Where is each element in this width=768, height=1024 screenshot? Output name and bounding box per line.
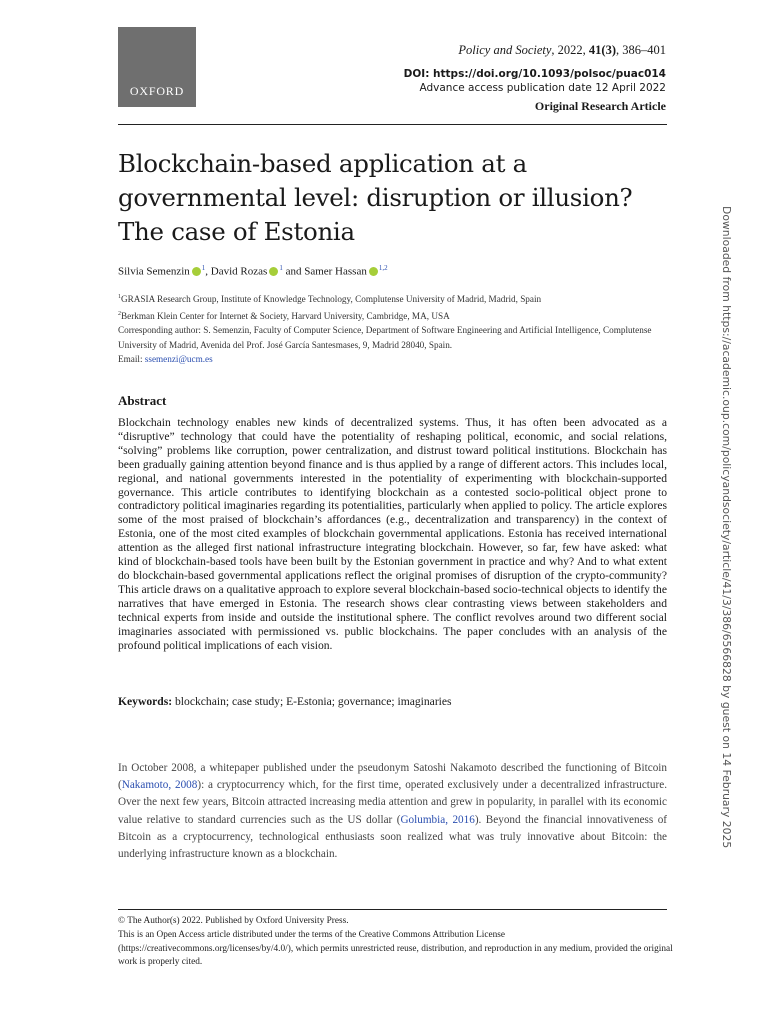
keywords-label: Keywords:	[118, 695, 173, 708]
orcid-icon[interactable]	[192, 267, 201, 276]
intro-text: ): a cryptocurrency which, for the first time, operated exclusively under a decentralized infrastructure. Over the next few years, Bitcoin attracted increasing media attention and grew in popularity, in parallel with its economic value relative to standard currencies such as the US dollar (	[118, 779, 667, 826]
author-separator: ,	[205, 265, 211, 278]
doi-label: DOI:	[403, 68, 434, 80]
journal-year: , 2022,	[551, 43, 589, 57]
author-name[interactable]: Silvia Semenzin	[118, 265, 190, 278]
orcid-icon[interactable]	[369, 267, 378, 276]
header-divider	[118, 124, 667, 125]
affiliation-text: GRASIA Research Group, Institute of Knowledge Technology, Complutense University of Madrid, Madrid, Spain	[121, 294, 542, 305]
abstract-heading: Abstract	[118, 393, 167, 408]
affiliation-mark: 1	[118, 294, 121, 300]
author-affiliation-mark: 1	[201, 264, 206, 272]
advance-access-date: Advance access publication date 12 April 2022	[419, 82, 666, 94]
article-type: Original Research Article	[534, 99, 666, 113]
license-link-line: (https://creativecommons.org/licenses/by/4.0/), which permits unrestricted reuse, distribution, and reproduction in any medium, provided the original work is properly cited.	[118, 943, 673, 968]
doi-line	[404, 68, 666, 80]
abstract-text: Blockchain technology enables new kinds of decentralized systems. Thus, it has often been advocated as a “disruptive” technology that could have the potentiality of reshaping political, economic, and social relations, “solving” problems like corruption, power centralization, and distrust toward political institutions. Blockchain has been gradually gaining attention beyond finance and is thus applied by a range of different actors. This includes local, regional, and national governments interested in the potentiality of experimenting with blockchain-supported governance. This article contributes to identifying blockchain as a contested socio-political object prone to contradictory political imaginaries regarding its potentialities, particularly when applied to policy. The article explores some of the most praised of blockchain’s affordances (e.g., decentralization and transparency) in the context of Estonia, one of the most cited examples of blockchain governmental applications. Estonia has received international attention as the alleged first national infrastructure integrating blockchain. However, so far, few have asked: what kind of blockchain-based tools have been built by the Estonian government in practice and why? And to what extent do blockchain-based governmental applications reflect the original promises of disruption of the crypto-community? This article draws on a qualitative approach to explore several blockchain-based socio-technical objects to identify the narratives that have emerged in Estonia. The research shows clear contrasting views between stakeholders and technical experts from inside and outside the institutional sphere. The conflict revolves around two different social imaginaries associated with permissioned vs. public blockchains. The paper concludes with an analysis of the profound political implications of each vision.	[118, 416, 667, 652]
author-affiliation-mark: 1,2	[378, 264, 388, 272]
journal-pages: , 386–401	[616, 43, 666, 57]
citation-link[interactable]: Nakamoto, 2008	[121, 779, 198, 792]
email-line	[118, 352, 678, 367]
affiliations	[118, 290, 678, 367]
license-line: This is an Open Access article distributed under the terms of the Creative Commons Attribution License	[118, 929, 506, 940]
intro-paragraph	[118, 760, 667, 863]
copyright-line: © The Author(s) 2022. Published by Oxford University Press.	[118, 916, 349, 926]
affiliation-2	[118, 307, 678, 324]
oxford-logo	[118, 27, 196, 107]
citation-link[interactable]: Golumbia, 2016	[400, 813, 475, 826]
orcid-icon[interactable]	[269, 267, 278, 276]
intro-text: ). Beyond the financial innovativeness of Bitcoin as a cryptocurrency, technological enthusiasts soon realized what was truly innovative about Bitcoin: the underlying infrastructure known as a blockchain.	[118, 813, 668, 861]
email-label: Email:	[118, 354, 145, 365]
author-affiliation-mark: 1	[279, 264, 283, 272]
author-separator: and	[282, 265, 305, 278]
doi-link[interactable]: https://doi.org/10.1093/polsoc/puac014	[433, 68, 666, 80]
journal-citation	[404, 43, 666, 58]
affiliation-1	[118, 290, 678, 307]
footer-divider	[118, 909, 667, 910]
keywords	[118, 695, 452, 708]
intro-text: In October 2008, a whitepaper published under the pseudonym Satoshi Nakamoto described the functioning of Bitcoin (	[118, 762, 667, 792]
article-title: Blockchain-based application at a governmental level: disruption or illusion? The case of Estonia	[118, 149, 633, 246]
journal-name: Policy and Society	[458, 43, 552, 57]
license-footer	[118, 915, 678, 970]
download-side-note: Downloaded from https://academic.oup.com/policyandsociety/article/41/3/386/6566828 by guest on 14 February 2025	[720, 206, 733, 849]
author-name[interactable]: Samer Hassan	[304, 265, 367, 278]
article-meta	[404, 43, 666, 114]
author-list	[118, 264, 388, 278]
affiliation-text: Berkman Klein Center for Internet & Society, Harvard University, Cambridge, MA, USA	[121, 310, 450, 321]
journal-volume: 41(3)	[588, 43, 616, 57]
affiliation-mark: 2	[118, 310, 121, 317]
author-name[interactable]: David Rozas	[210, 265, 268, 278]
logo-text: OXFORD	[129, 84, 185, 98]
keywords-text: blockchain; case study; E-Estonia; governance; imaginaries	[172, 695, 452, 708]
corresponding-author: Corresponding author: S. Semenzin, Faculty of Computer Science, Department of Software Engineering and Artificial Intelligence, Complutense University of Madrid, Avenida del Prof. José García Santesmases, 9, Madrid 28040, Spain.	[118, 325, 652, 350]
email-link[interactable]: ssemenzi@ucm.es	[144, 354, 213, 365]
